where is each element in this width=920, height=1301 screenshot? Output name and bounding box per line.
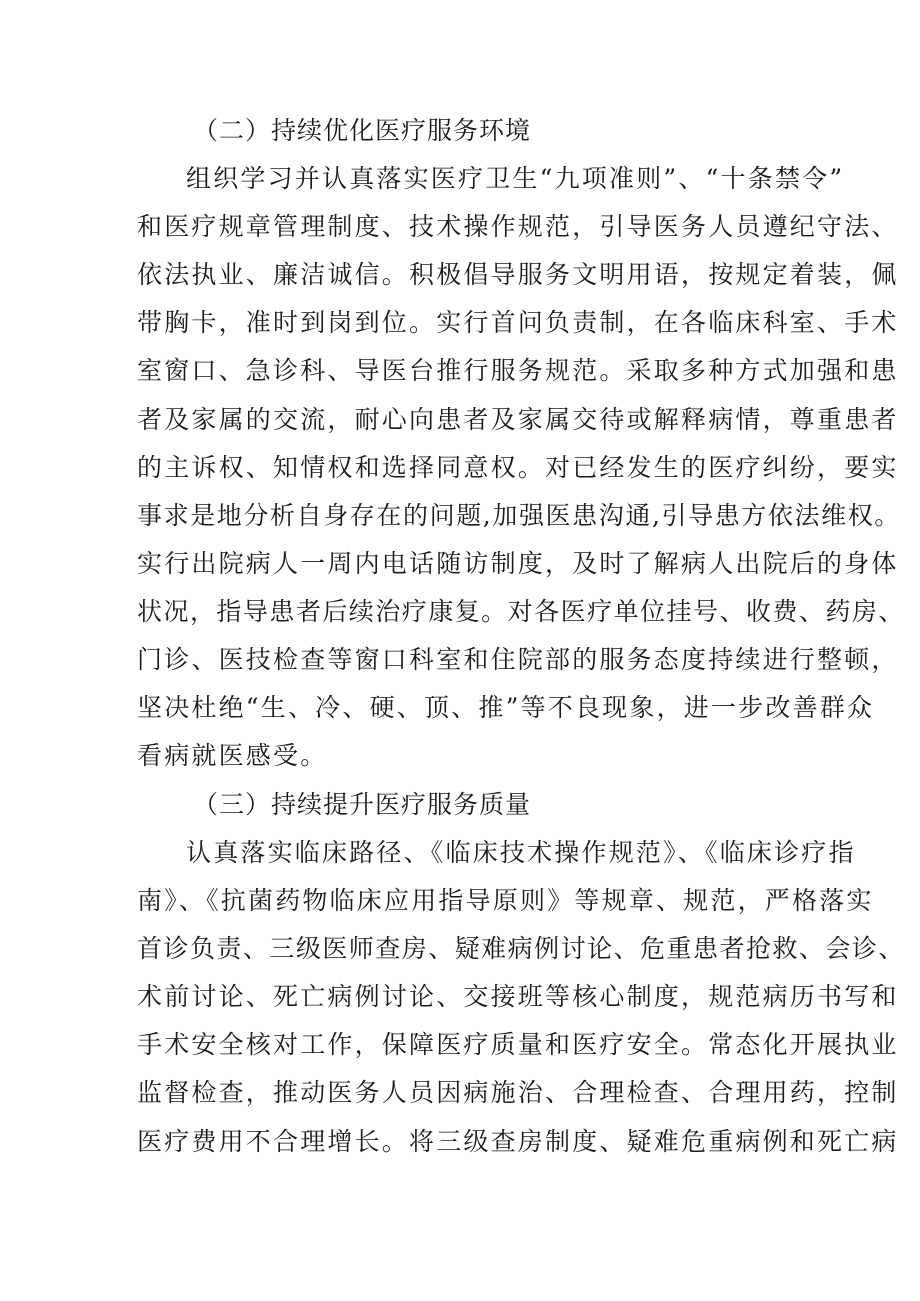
section-heading-2: （二）持续优化医疗服务环境 xyxy=(193,116,532,145)
paragraph-line: 监督检查，推动医务人员因病施治、合理检查、合理用药，控制 xyxy=(137,1078,899,1107)
paragraph-line: 认真落实临床路径、《临床技术操作规范》、《临床诊疗指 xyxy=(186,838,856,867)
paragraph-line: 者及家属的交流，耐心向患者及家属交待或解释病情，尊重患者 xyxy=(137,405,899,434)
paragraph-line: 室窗口、急诊科、导医台推行服务规范。采取多种方式加强和患 xyxy=(137,356,899,385)
paragraph-line: 实行出院病人一周内电话随访制度，及时了解病人出院后的身体 xyxy=(137,549,899,578)
paragraph-line: 术前讨论、死亡病例讨论、交接班等核心制度，规范病历书写和 xyxy=(137,982,899,1011)
paragraph-line: 门诊、医技检查等窗口科室和住院部的服务态度持续进行整顿， xyxy=(137,645,899,674)
paragraph-line: 南》、《抗菌药物临床应用指导原则》等规章、规范，严格落实 xyxy=(137,886,874,915)
paragraph-line: 医疗费用不合理增长。将三级查房制度、疑难危重病例和死亡病 xyxy=(137,1127,899,1156)
paragraph-line: 看病就医感受。 xyxy=(137,741,328,770)
paragraph-line: 事求是地分析自身存在的问题,加强医患沟通,引导患方依法维权。 xyxy=(137,501,901,530)
paragraph-line: 手术安全核对工作，保障医疗质量和医疗安全。常态化开展执业 xyxy=(137,1030,899,1059)
section-heading-3: （三）持续提升医疗服务质量 xyxy=(193,790,532,819)
paragraph-line: 依法执业、廉洁诚信。积极倡导服务文明用语，按规定着装，佩 xyxy=(137,260,899,289)
paragraph-line: 带胸卡，准时到岗到位。实行首问负责制，在各临床科室、手术 xyxy=(137,308,899,337)
paragraph-line: 状况，指导患者后续治疗康复。对各医疗单位挂号、收费、药房、 xyxy=(137,597,905,626)
paragraph-line: 坚决杜绝“生、冷、硬、顶、推”等不良现象，进一步改善群众 xyxy=(137,693,875,722)
paragraph-line: 首诊负责、三级医师查房、疑难病例讨论、危重患者抢救、会诊、 xyxy=(137,934,905,963)
paragraph-line: 的主诉权、知情权和选择同意权。对已经发生的医疗纠纷，要实 xyxy=(137,453,899,482)
paragraph-line: 组织学习并认真落实医疗卫生“九项准则”、“十条禁令” xyxy=(186,164,845,193)
paragraph-line: 和医疗规章管理制度、技术操作规范，引导医务人员遵纪守法、 xyxy=(137,212,899,241)
